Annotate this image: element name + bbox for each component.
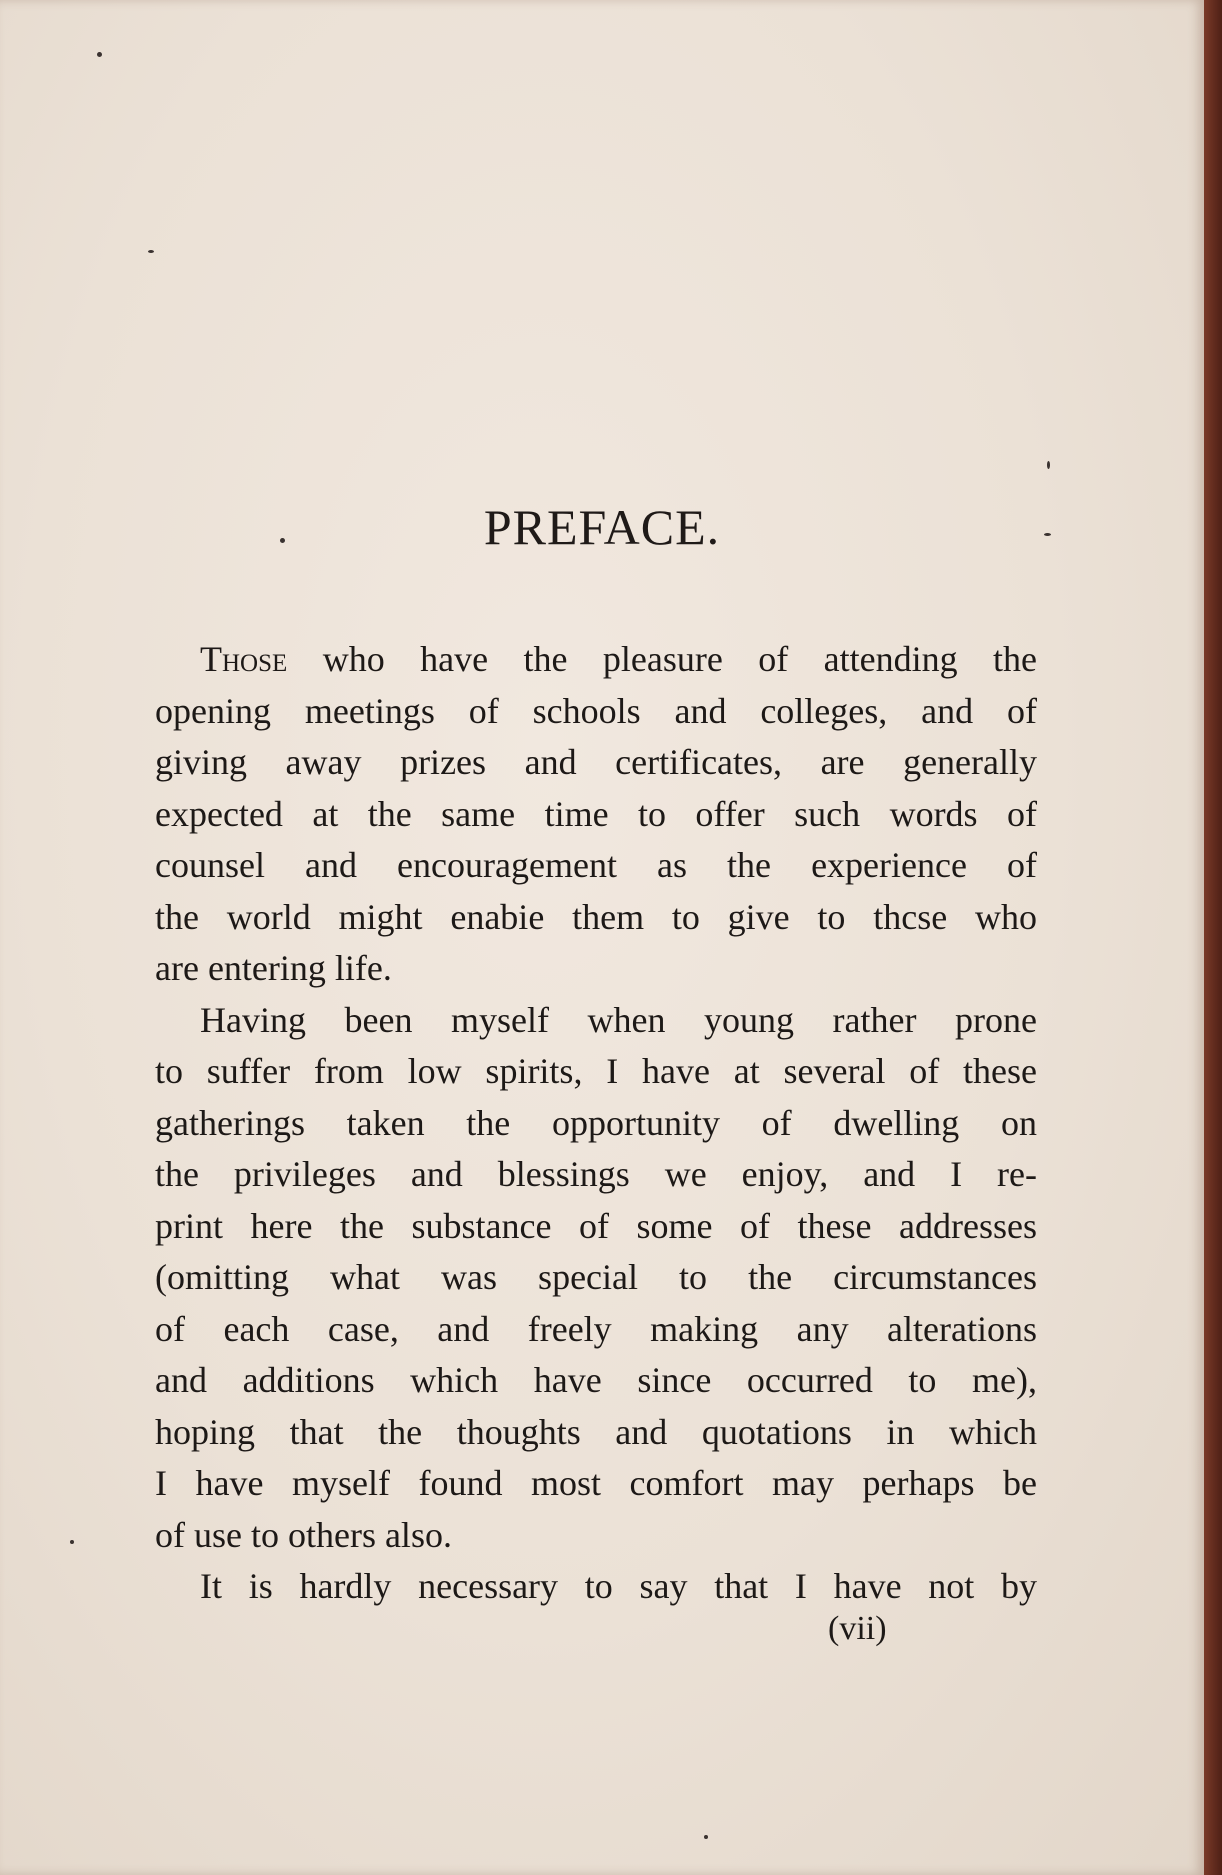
text-line: the world might enabie them to give to thcse who bbox=[155, 896, 1037, 937]
text-line: giving away prizes and certificates, are generally bbox=[155, 742, 1037, 782]
line-rest: who have the pleasure of attending the bbox=[287, 639, 1037, 679]
ink-speck bbox=[704, 1835, 708, 1839]
book-edge bbox=[1204, 0, 1222, 1875]
text-line: print here the substance of some of these addresses bbox=[155, 1205, 1037, 1246]
ink-speck bbox=[70, 1540, 74, 1544]
page-title: PREFACE. bbox=[483, 499, 721, 555]
text-line: of each case, and freely making any alterations bbox=[155, 1308, 1037, 1349]
paragraph-1 bbox=[155, 634, 1037, 995]
lead-word: Those bbox=[200, 639, 288, 679]
text-line: expected at the same time to offer such words of bbox=[155, 793, 1037, 834]
text-line: (omitting what was special to the circumstances bbox=[155, 1257, 1037, 1297]
text-line: I have myself found most comfort may perhaps be bbox=[155, 1463, 1037, 1503]
text-line: are entering life. bbox=[155, 948, 392, 988]
paragraph-3 bbox=[155, 1561, 1037, 1613]
preface-body bbox=[155, 634, 1037, 1613]
text-line: gatherings taken the opportunity of dwelling on bbox=[155, 1102, 1037, 1143]
ink-speck bbox=[148, 250, 154, 253]
text-line: It is hardly necessary to say that I have not by bbox=[200, 1566, 1037, 1606]
ink-speck bbox=[97, 52, 102, 57]
paragraph-2 bbox=[155, 995, 1037, 1562]
text-line: counsel and encouragement as the experience of bbox=[155, 845, 1037, 885]
text-line: the privileges and blessings we enjoy, and I re- bbox=[155, 1154, 1037, 1194]
text-line: hoping that the thoughts and quotations in which bbox=[155, 1411, 1037, 1452]
ink-speck bbox=[1047, 461, 1050, 469]
page-number: (vii) bbox=[828, 1610, 887, 1647]
text-line: to suffer from low spirits, I have at several of these bbox=[155, 1051, 1037, 1091]
text-line: Having been myself when young rather prone bbox=[200, 999, 1037, 1040]
text-line: and additions which have since occurred to me), bbox=[155, 1360, 1037, 1400]
text-line bbox=[155, 634, 1037, 686]
text-line: of use to others also. bbox=[155, 1514, 452, 1555]
text-line: opening meetings of schools and colleges, and of bbox=[155, 690, 1037, 731]
